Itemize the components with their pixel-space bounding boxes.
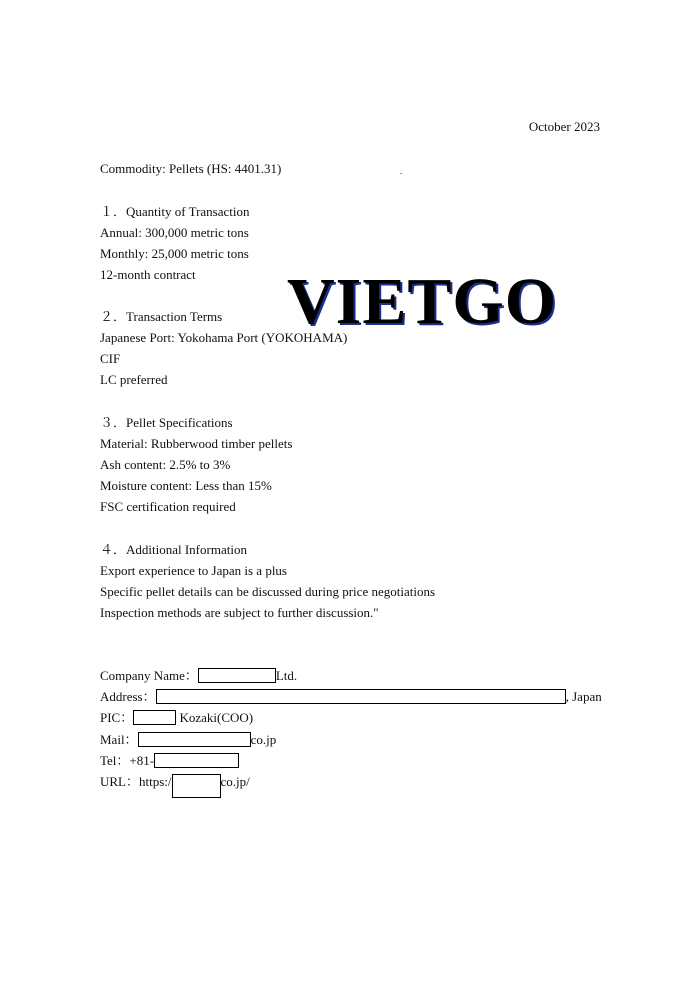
section-3-line: Ash content: 2.5% to 3% [100,457,231,472]
tel-label: Tel：+81- [100,753,155,768]
url-row [100,774,250,798]
pic-suffix: Kozaki(COO) [179,710,254,725]
company-name-label: Company Name： [100,668,198,683]
redacted-company-box [198,668,276,683]
mail-label: Mail： [100,732,138,747]
company-name-suffix: Ltd. [275,668,298,683]
section-3-line: Material: Rubberwood timber pellets [100,436,293,451]
document-date: October 2023 [528,119,600,134]
address-suffix: , Japan [565,689,602,704]
redacted-mail-box [138,732,251,747]
redacted-url-box [172,774,221,798]
commodity-line: Commodity: Pellets (HS: 4401.31) [100,161,282,176]
url-suffix: co.jp/ [220,774,250,789]
section-1-line: Monthly: 25,000 metric tons [100,246,249,261]
section-3-line: FSC certification required [100,499,236,514]
pic-label: PIC： [100,710,134,725]
section-4-line: Specific pellet details can be discussed during price negotiations [100,584,436,599]
redacted-address-box [156,689,566,704]
section-4-line: Inspection methods are subject to further discussion." [100,605,379,620]
vietgo-watermark: VIETGO [287,265,558,338]
tel-row [100,753,239,769]
section-4-heading: ４．Additional Information [100,542,247,557]
stray-dot: . [400,166,403,176]
url-label: URL：https:/ [100,774,172,789]
mail-row [100,732,276,748]
address-row [100,689,602,705]
section-2-line: Japanese Port: Yokohama Port (YOKOHAMA) [100,330,348,345]
pic-row [100,710,253,726]
address-label: Address： [100,689,156,704]
section-1-heading: １．Quantity of Transaction [100,204,250,219]
section-3-line: Moisture content: Less than 15% [100,478,272,493]
section-2-line: CIF [100,351,121,366]
section-3-heading: ３．Pellet Specifications [100,415,233,430]
redacted-pic-box [133,710,176,725]
section-1-line: Annual: 300,000 metric tons [100,225,249,240]
section-2-line: LC preferred [100,372,168,387]
mail-suffix: co.jp [250,732,277,747]
section-1-line: 12-month contract [100,267,196,282]
section-4-line: Export experience to Japan is a plus [100,563,287,578]
section-2-heading: ２．Transaction Terms [100,309,223,324]
company-name-row [100,668,297,684]
redacted-tel-box [154,753,239,768]
